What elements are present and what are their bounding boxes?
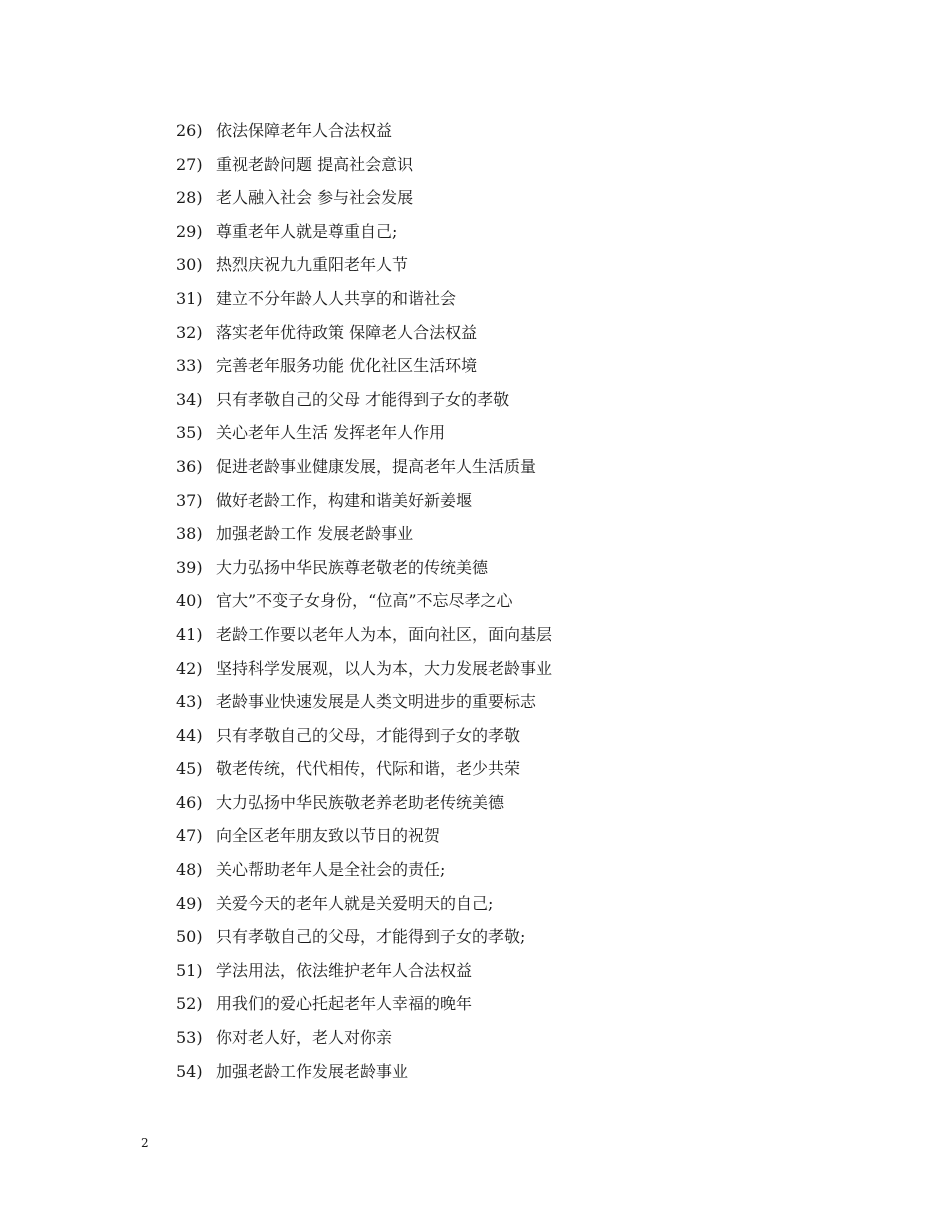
item-text: 向全区老年朋友致以节日的祝贺 xyxy=(216,826,441,846)
item-number: 47) xyxy=(176,826,203,846)
list-item xyxy=(176,554,552,588)
list-item xyxy=(176,923,552,957)
item-text: 建立不分年龄人人共享的和谐社会 xyxy=(216,288,457,308)
list-item xyxy=(176,285,552,319)
list-item xyxy=(176,688,552,722)
list-item xyxy=(176,990,552,1024)
list-item xyxy=(176,184,552,218)
item-number: 42) xyxy=(176,658,203,678)
list-item xyxy=(176,621,552,655)
item-text: 加强老龄工作 发展老龄事业 xyxy=(216,524,414,544)
list-item xyxy=(176,587,552,621)
item-number: 34) xyxy=(176,389,203,409)
list-item xyxy=(176,1024,552,1058)
item-number: 53) xyxy=(176,1028,203,1048)
item-number: 30) xyxy=(176,255,203,275)
item-text: 关爱今天的老年人就是关爱明天的自己; xyxy=(216,893,494,913)
item-text: 只有孝敬自己的父母，才能得到子女的孝敬 xyxy=(216,725,521,745)
item-text: 老龄事业快速发展是人类文明进步的重要标志 xyxy=(216,692,537,712)
item-text: 学法用法，依法维护老年人合法权益 xyxy=(216,960,473,980)
item-text: 依法保障老年人合法权益 xyxy=(216,121,393,140)
item-text: 坚持科学发展观，以人为本，大力发展老龄事业 xyxy=(216,658,553,678)
list-item xyxy=(176,890,552,924)
item-text: 做好老龄工作，构建和谐美好新姜堰 xyxy=(216,490,473,510)
page-number: 2 xyxy=(141,1136,149,1150)
list-item xyxy=(176,520,552,554)
item-number: 35) xyxy=(176,423,203,443)
item-number: 51) xyxy=(176,960,203,980)
list-item xyxy=(176,856,552,890)
item-number: 27) xyxy=(176,154,203,174)
item-text: 用我们的爱心托起老年人幸福的晚年 xyxy=(216,994,473,1014)
item-text: 落实老年优待政策 保障老人合法权益 xyxy=(216,322,478,342)
item-text: 关心老年人生活 发挥老年人作用 xyxy=(216,423,446,443)
item-text: 只有孝敬自己的父母 才能得到子女的孝敬 xyxy=(216,389,510,409)
list-item xyxy=(176,755,552,789)
item-text: 促进老龄事业健康发展，提高老年人生活质量 xyxy=(216,456,537,476)
list-item xyxy=(176,218,552,252)
item-number: 44) xyxy=(176,725,203,745)
item-number: 33) xyxy=(176,356,203,376)
item-number: 31) xyxy=(176,288,203,308)
item-text: 老龄工作要以老年人为本，面向社区，面向基层 xyxy=(216,624,553,644)
list-item xyxy=(176,419,552,453)
item-number: 32) xyxy=(176,322,203,342)
item-text: 尊重老年人就是尊重自己; xyxy=(216,221,398,241)
item-text: 你对老人好，老人对你亲 xyxy=(216,1028,393,1048)
item-number: 37) xyxy=(176,490,203,510)
item-number: 41) xyxy=(176,624,203,644)
item-text: 重视老龄问题 提高社会意识 xyxy=(216,154,414,174)
item-text: 老人融入社会 参与社会发展 xyxy=(216,188,414,208)
item-number: 39) xyxy=(176,557,203,577)
item-number: 29) xyxy=(176,221,203,241)
item-number: 43) xyxy=(176,692,203,712)
item-text: 加强老龄工作发展老龄事业 xyxy=(216,1061,409,1081)
item-text: 敬老传统，代代相传，代际和谐，老少共荣 xyxy=(216,759,521,779)
list-item xyxy=(176,655,552,689)
list-item xyxy=(176,1058,552,1092)
item-number: 40) xyxy=(176,591,203,611)
item-text: 大力弘扬中华民族尊老敬老的传统美德 xyxy=(216,557,489,577)
item-number: 50) xyxy=(176,927,203,947)
list-item xyxy=(176,822,552,856)
item-number: 48) xyxy=(176,860,203,880)
list-item xyxy=(176,487,552,521)
item-number: 26) xyxy=(176,121,203,140)
item-text: 完善老年服务功能 优化社区生活环境 xyxy=(216,356,478,376)
list-item xyxy=(176,789,552,823)
item-number: 54) xyxy=(176,1061,203,1081)
item-number: 49) xyxy=(176,893,203,913)
list-item xyxy=(176,251,552,285)
item-text: 热烈庆祝九九重阳老年人节 xyxy=(216,255,409,275)
list-item xyxy=(176,319,552,353)
item-number: 45) xyxy=(176,759,203,779)
item-number: 46) xyxy=(176,792,203,812)
slogan-list xyxy=(176,117,552,1091)
list-item xyxy=(176,453,552,487)
item-number: 38) xyxy=(176,524,203,544)
item-text: 大力弘扬中华民族敬老养老助老传统美德 xyxy=(216,792,505,812)
item-text: 官大”不变子女身份，“位高”不忘尽孝之心 xyxy=(216,591,513,611)
list-item xyxy=(176,117,552,151)
item-number: 52) xyxy=(176,994,203,1014)
item-number: 28) xyxy=(176,188,203,208)
list-item xyxy=(176,386,552,420)
item-number: 36) xyxy=(176,456,203,476)
item-text: 关心帮助老年人是全社会的责任; xyxy=(216,860,446,880)
list-item xyxy=(176,957,552,991)
list-item xyxy=(176,151,552,185)
list-item xyxy=(176,722,552,756)
list-item xyxy=(176,352,552,386)
item-text: 只有孝敬自己的父母，才能得到子女的孝敬; xyxy=(216,927,526,947)
